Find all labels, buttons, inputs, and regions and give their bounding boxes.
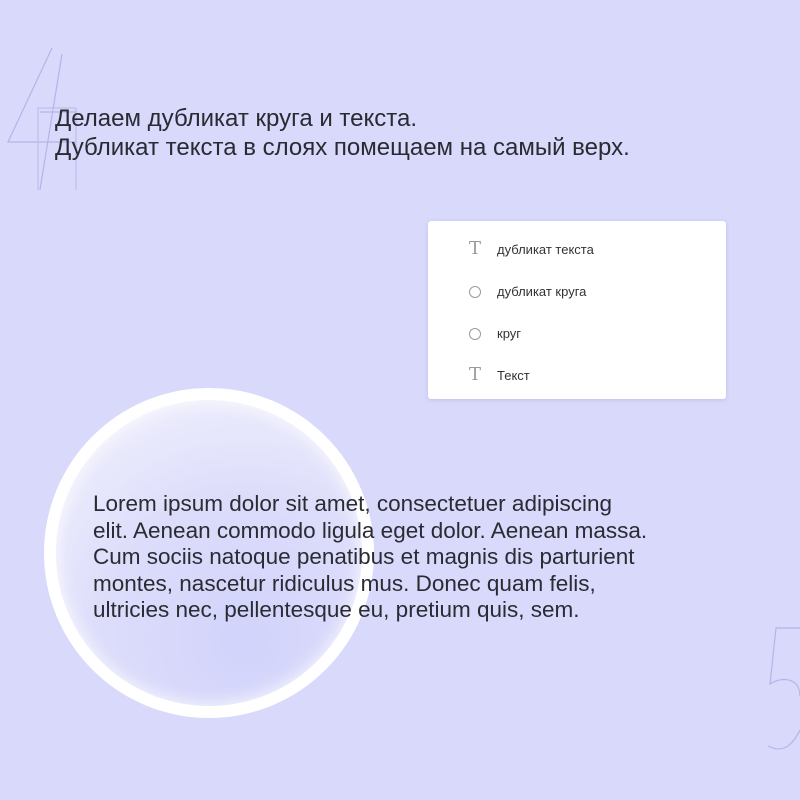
instruction-line-1: Делаем дубликат круга и текста.: [55, 105, 418, 132]
instruction-line-2: Дубликат текста в слоях помещаем на самый верх.: [55, 134, 630, 161]
slide-number-5-outline: [740, 600, 800, 800]
text-line: Lorem ipsum dolor sit amet, consectetuer adipiscing: [93, 491, 612, 516]
circle-icon: [469, 286, 481, 298]
layer-item-text[interactable]: [428, 361, 726, 391]
layer-item-circle-duplicate[interactable]: [428, 277, 726, 307]
text-line: ultricies nec, pellentesque eu, pretium quis, sem.: [93, 597, 580, 622]
layer-label: дубликат круга: [497, 284, 587, 299]
instruction-heading: [55, 104, 775, 162]
text-line: elit. Aenean commodo ligula eget dolor. Aenean massa.: [93, 517, 648, 543]
layer-label: дубликат текста: [497, 242, 594, 257]
layers-panel: [428, 221, 726, 399]
text-icon: T: [468, 238, 481, 259]
layer-item-text-duplicate[interactable]: [428, 235, 726, 265]
circle-icon: [469, 328, 481, 340]
lorem-ipsum-text: [93, 491, 773, 624]
layer-label: Текст: [497, 368, 530, 383]
text-line: montes, nascetur ridiculus mus. Donec quam felis,: [93, 570, 596, 596]
layer-item-circle[interactable]: [428, 319, 726, 349]
text-line: Cum sociis natoque penatibus et magnis dis parturient: [93, 544, 635, 569]
layer-label: круг: [497, 326, 522, 341]
text-icon: T: [468, 364, 481, 385]
